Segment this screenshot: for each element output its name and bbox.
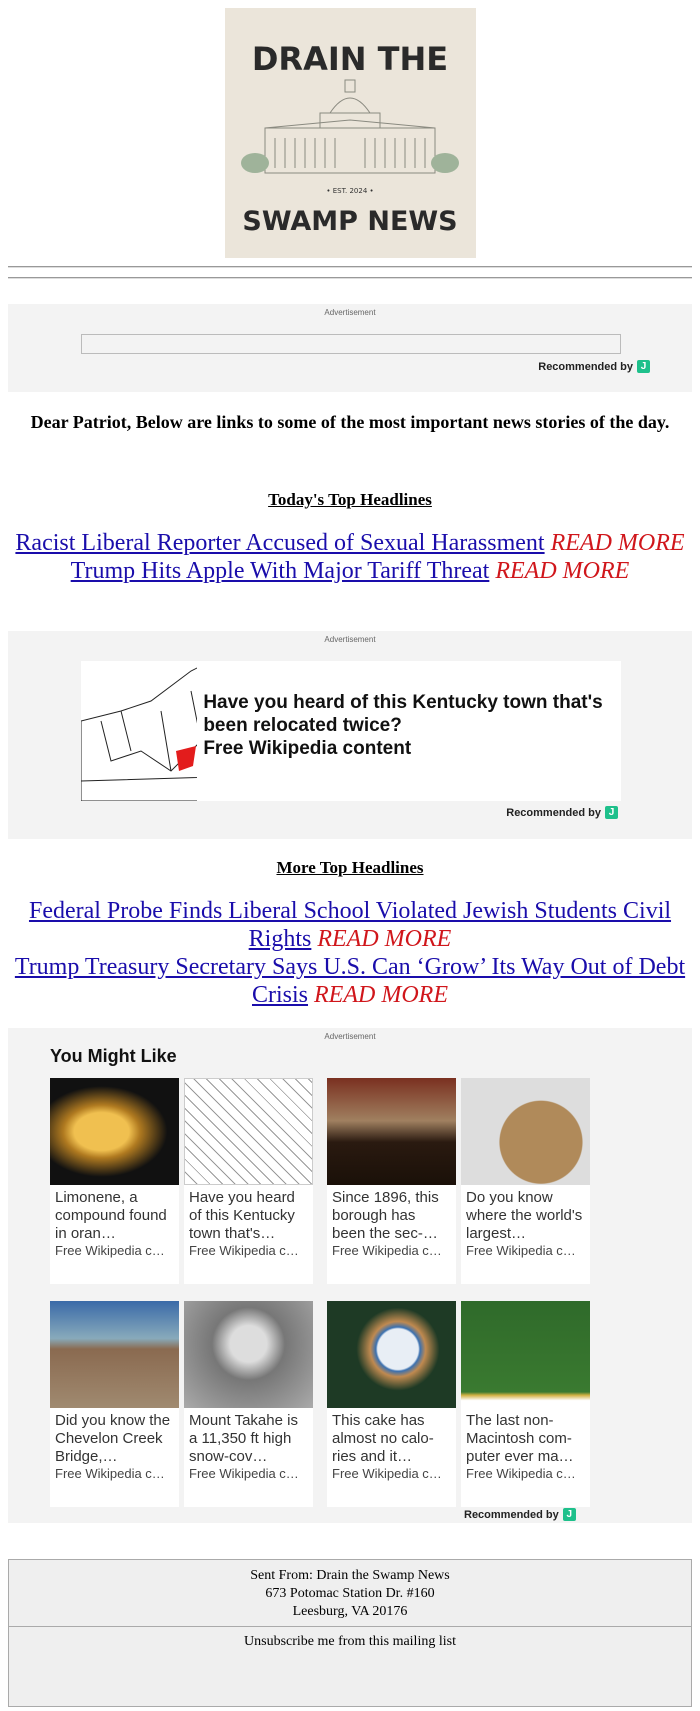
j-logo-icon: J xyxy=(637,360,650,373)
logo xyxy=(225,8,476,258)
headline-link[interactable]: Federal Probe Finds Liberal School Violated Jewish Students Civil Rights xyxy=(28,898,672,952)
svg-text:• EST. 2024 •: • EST. 2024 • xyxy=(326,187,374,195)
card-title: Did you know the Chevelon Creek Bridge,… xyxy=(55,1412,171,1465)
card-title: Since 1896, this borough has been the sec-… xyxy=(332,1189,439,1242)
headline-item xyxy=(10,529,690,557)
card-title: Limonene, a compound found in oran… xyxy=(55,1189,167,1242)
section-title-today: Today's Top Headlines xyxy=(268,490,432,509)
headline-link[interactable]: Trump Treasury Secretary Says U.S. Can ‘Grow’ Its Way Out of Debt Crisis xyxy=(14,954,686,1008)
intro-text: Dear Patriot, Below are links to some of the most important news stories of the day. xyxy=(30,412,670,432)
ad-label: Advertisement xyxy=(324,635,376,644)
read-more-link[interactable]: READ MORE xyxy=(317,926,452,952)
card-source: Free Wikipedia c… xyxy=(189,1243,299,1258)
card-image xyxy=(50,1301,179,1408)
ad-label: Advertisement xyxy=(324,308,376,317)
address-line: 673 Potomac Station Dr. #160 xyxy=(265,1586,435,1601)
headline-link[interactable]: Trump Hits Apple With Major Tariff Threat xyxy=(70,558,490,584)
svg-text:DRAIN THE: DRAIN THE xyxy=(251,40,449,78)
ad-kentucky[interactable] xyxy=(81,661,621,801)
recommendation-card[interactable] xyxy=(50,1078,179,1284)
ad-banner-2[interactable] xyxy=(8,631,692,839)
card-image xyxy=(327,1078,456,1185)
recommended-by[interactable] xyxy=(506,806,618,819)
recommendation-card[interactable] xyxy=(327,1301,456,1507)
headline-item xyxy=(10,953,690,1009)
headline-item xyxy=(10,557,690,585)
recommended-label: Recommended by xyxy=(464,1508,559,1521)
footer-unsubscribe xyxy=(8,1626,692,1707)
card-title: The last non-Macintosh com-puter ever ma… xyxy=(466,1412,574,1465)
svg-text:SWAMP NEWS: SWAMP NEWS xyxy=(242,206,458,237)
card-image xyxy=(50,1078,179,1185)
j-logo-icon: J xyxy=(563,1508,576,1521)
recommended-by[interactable] xyxy=(464,1508,576,1521)
recommendation-card[interactable] xyxy=(184,1078,313,1284)
read-more-link[interactable]: READ MORE xyxy=(314,982,448,1008)
divider xyxy=(8,277,692,279)
card-source: Free Wikipedia c… xyxy=(332,1466,442,1481)
recommendation-card[interactable] xyxy=(461,1301,590,1507)
card-image xyxy=(184,1078,313,1185)
card-source: Free Wikipedia c… xyxy=(189,1466,299,1481)
card-image xyxy=(327,1301,456,1408)
card-title: This cake has almost no calo-ries and it… xyxy=(332,1412,434,1465)
recommended-by[interactable] xyxy=(538,360,650,373)
ad-headline: Have you heard of this Kentucky town that's been relocated twice? xyxy=(203,692,603,736)
read-more-link[interactable]: READ MORE xyxy=(550,530,685,556)
sent-from: Sent From: Drain the Swamp News xyxy=(250,1568,450,1583)
card-title: Do you know where the world's largest… xyxy=(466,1189,583,1242)
section-title-more: More Top Headlines xyxy=(276,858,424,877)
ad-label: Advertisement xyxy=(324,1032,376,1041)
recommendation-card[interactable] xyxy=(50,1301,179,1507)
broken-ad-image[interactable] xyxy=(81,334,621,354)
card-source: Free Wikipedia c… xyxy=(55,1466,165,1481)
ad-source: Free Wikipedia content xyxy=(203,738,412,759)
footer-address xyxy=(8,1559,692,1627)
recommended-label: Recommended by xyxy=(538,360,633,373)
card-title: Mount Takahe is a 11,350 ft high snow-cov… xyxy=(189,1412,298,1465)
card-image xyxy=(184,1301,313,1408)
card-title: Have you heard of this Kentucky town that's… xyxy=(189,1189,295,1242)
headline-list-more xyxy=(10,897,690,1009)
card-source: Free Wikipedia c… xyxy=(332,1243,442,1258)
card-image xyxy=(461,1301,590,1408)
headline-list-today xyxy=(10,529,690,585)
card-source: Free Wikipedia c… xyxy=(466,1243,576,1258)
card-image xyxy=(461,1078,590,1185)
address-line: Leesburg, VA 20176 xyxy=(292,1604,408,1619)
headline-link[interactable]: Racist Liberal Reporter Accused of Sexual Harassment xyxy=(15,530,545,556)
card-source: Free Wikipedia c… xyxy=(55,1243,165,1258)
recommendation-card[interactable] xyxy=(184,1301,313,1507)
recommended-label: Recommended by xyxy=(506,806,601,819)
recommendation-card[interactable] xyxy=(327,1078,456,1284)
read-more-link[interactable]: READ MORE xyxy=(495,558,630,584)
you-might-like-title: You Might Like xyxy=(50,1046,177,1066)
divider xyxy=(8,266,692,268)
headline-item xyxy=(10,897,690,953)
unsubscribe-link[interactable]: Unsubscribe me from this mailing list xyxy=(244,1634,456,1649)
kentucky-map-image xyxy=(81,661,197,801)
ad-banner-1[interactable] xyxy=(8,304,692,392)
j-logo-icon: J xyxy=(605,806,618,819)
card-source: Free Wikipedia c… xyxy=(466,1466,576,1481)
recommendation-card[interactable] xyxy=(461,1078,590,1284)
ad-recommendations xyxy=(8,1028,692,1523)
